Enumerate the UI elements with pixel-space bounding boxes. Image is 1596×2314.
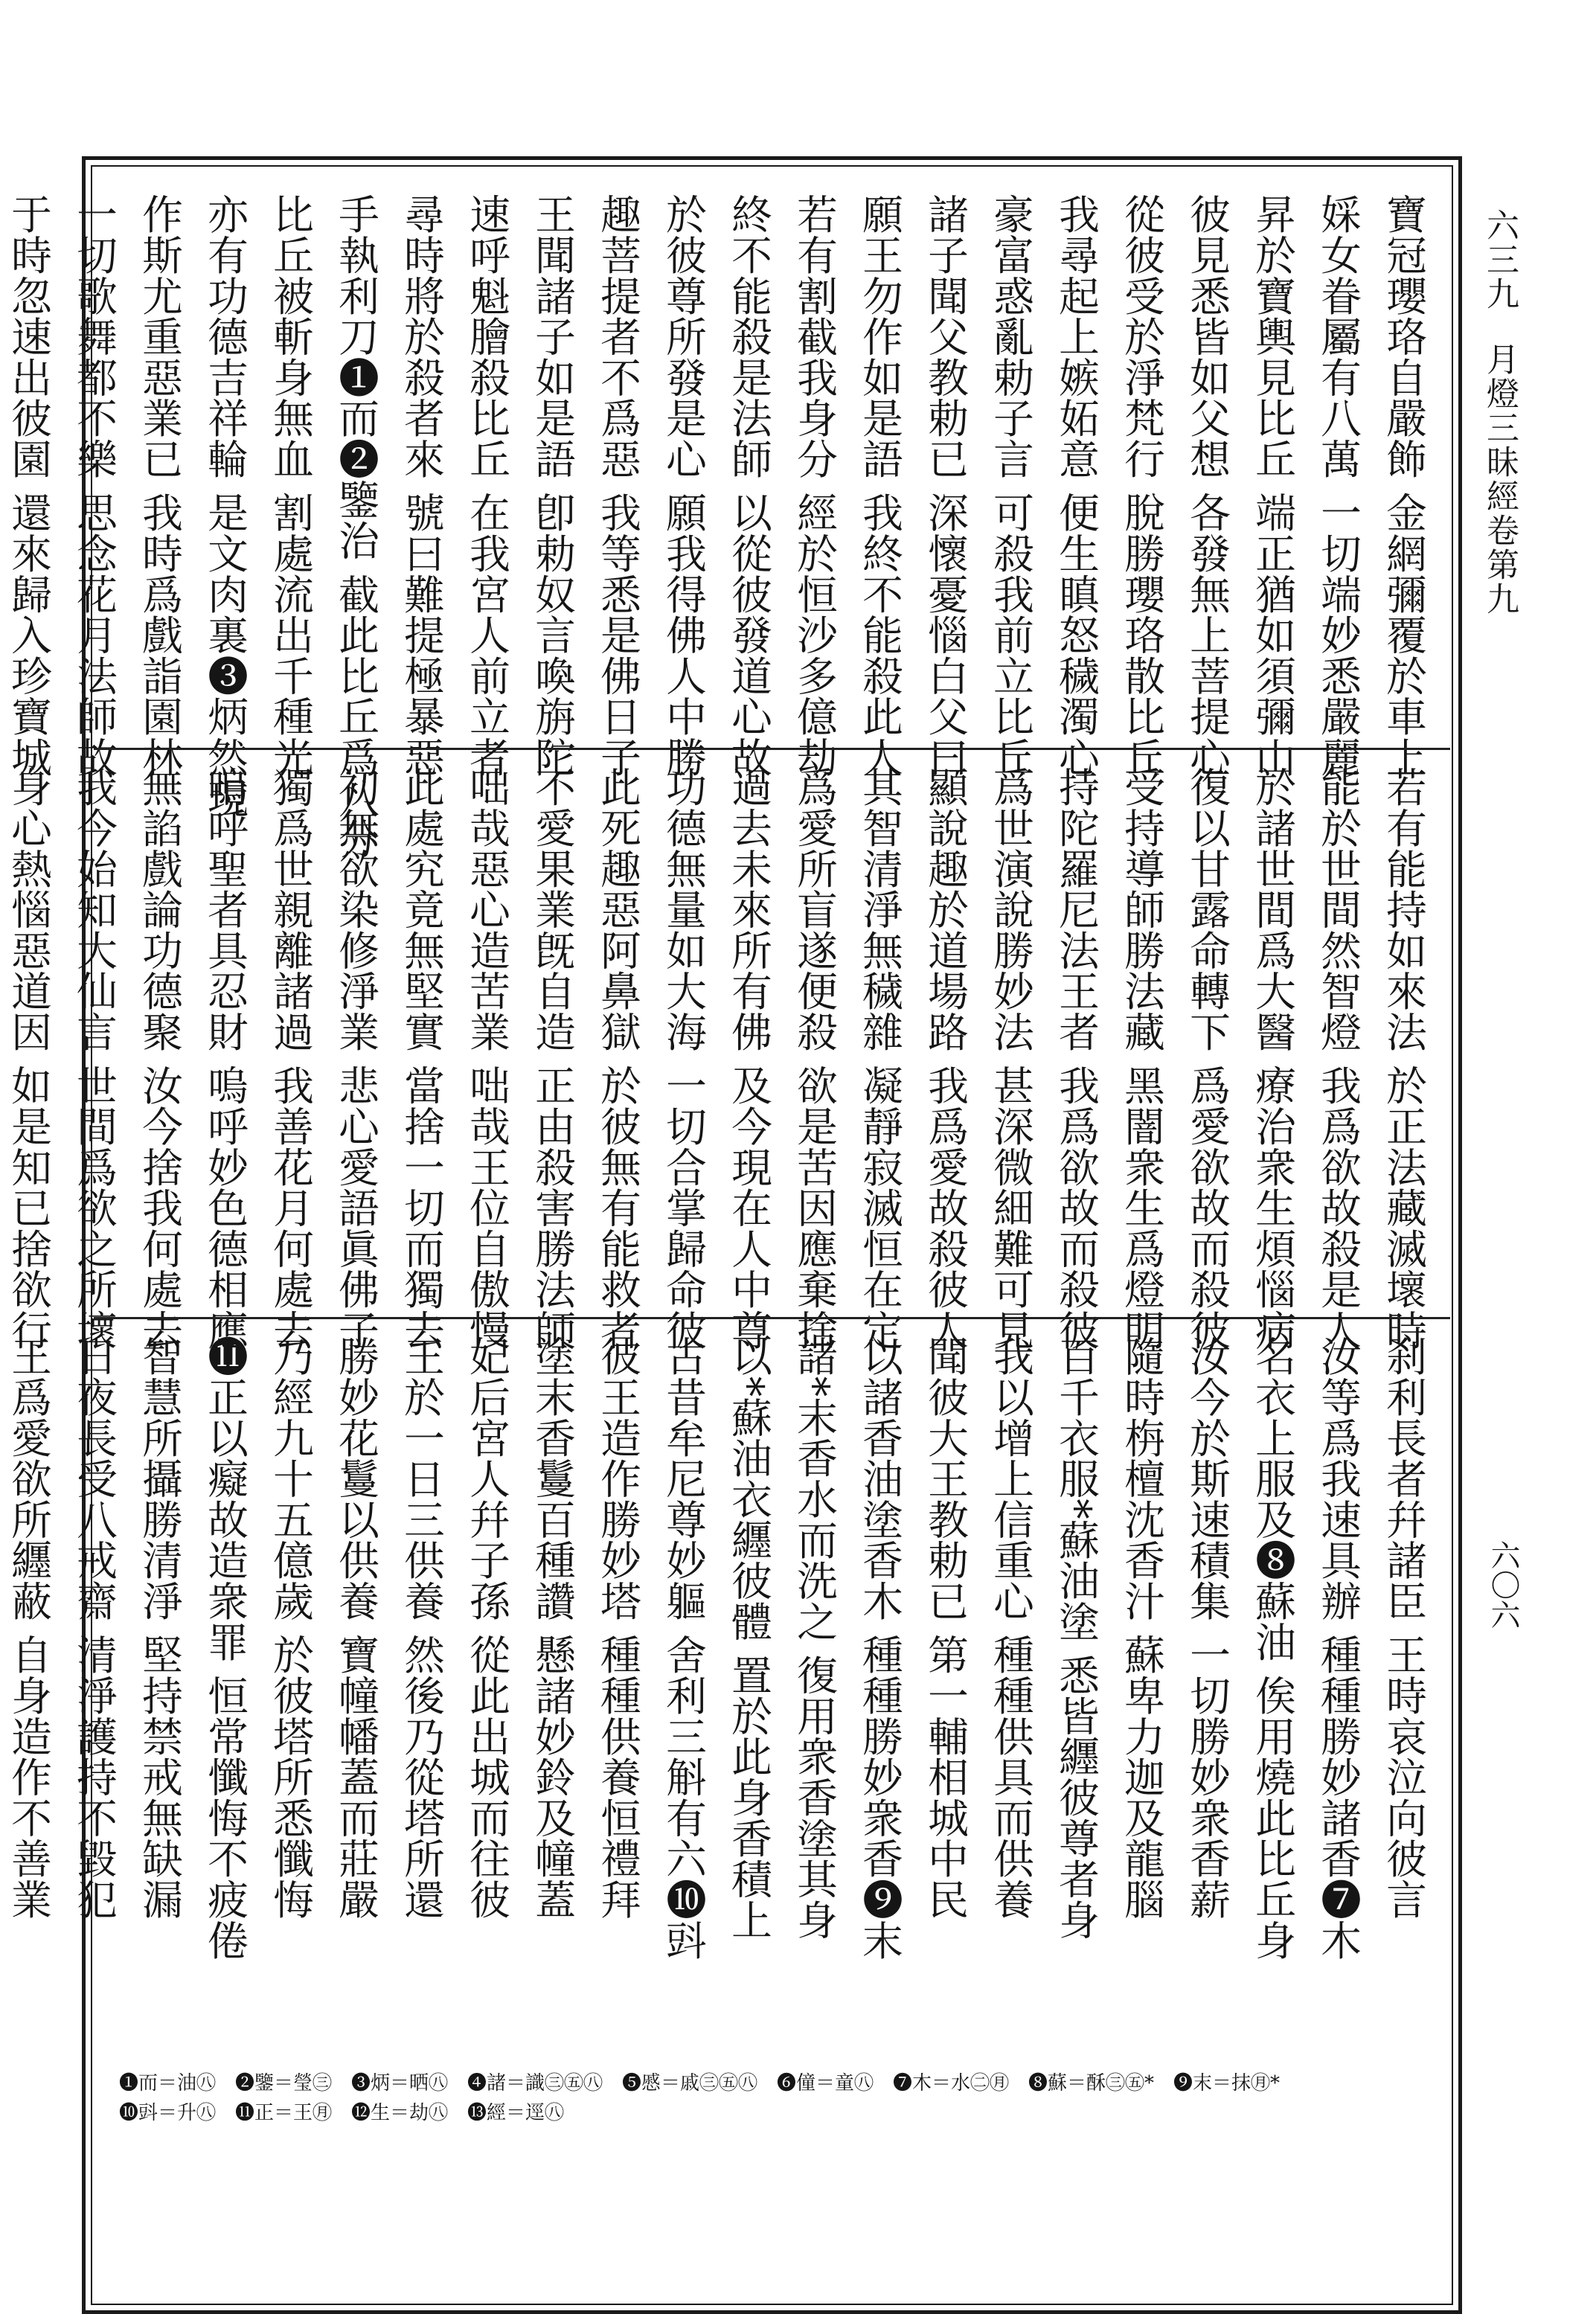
verse-section-1 (4, 193, 1436, 859)
verse-column: 妃后宮人幷子孫 從此出城而往彼 (463, 1336, 510, 1920)
textual-notes (119, 2068, 1496, 2128)
verse-column: 百千衣服*蘇油塗 悉皆纒彼尊者身 (1052, 1336, 1100, 1940)
running-header (1477, 208, 1522, 744)
verse-column: 塗末香鬘百種讚 懸諸妙鈴及幢蓋 (528, 1336, 576, 1920)
verse-column: 王爲愛欲所纒蔽 自身造作不善業 (4, 1336, 52, 1920)
verse-column: 從彼受於淨梵行 脫勝瓔珞散比丘 (1118, 193, 1165, 778)
verse-column: 汝今於斯速積集 一切勝妙衆香薪 (1183, 1336, 1231, 1920)
verse-column: 持陀羅尼法王者 我爲欲故而殺彼 (1052, 766, 1100, 1350)
verse-column: 我尋起上嫉妬意 便生瞋怒穢濁心 (1052, 193, 1100, 778)
verse-column: 初無欲染修淨業 悲心愛語眞佛子 (332, 766, 379, 1350)
verse-column: 寶冠瓔珞自嚴飾 金網彌覆於車上 (1379, 193, 1427, 778)
verse-column: 刹利長者幷諸臣 王時哀泣向彼言 (1379, 1336, 1427, 1920)
verse-column: 受持導師勝法藏 黑闇衆生爲燈明 (1118, 766, 1165, 1350)
verse-column: 不愛果業旣自造 正由殺害勝法師 (528, 766, 576, 1350)
verse-column: 手執利刀❶而❷鑒治 截此比丘爲八分 (332, 193, 379, 859)
verse-column: 於諸世間爲大醫 療治衆生煩惱病 (1249, 766, 1296, 1350)
verse-column: 若有割截我身分 經於恒沙多億劫 (790, 193, 838, 778)
verse-column: 此死趣惡阿鼻獄 於彼無有能救者 (594, 766, 641, 1350)
verse-column: 于時忽速出彼園 還來歸入珍寶城 (4, 193, 52, 778)
verse-column: 無諂戲論功德聚 汝今捨我何處去 (135, 766, 183, 1350)
verse-column: 尋時將於殺者來 號曰難提極暴惡 (397, 193, 445, 778)
verse-column: 咄哉惡心造苦業 咄哉王位自傲慢 (463, 766, 510, 1350)
verse-column: 此處究竟無堅實 當捨一切而獨去 (397, 766, 445, 1350)
verse-column: 王於一日三供養 然後乃從塔所還 (397, 1336, 445, 1920)
verse-column: 嗚呼聖者具忍財 嗚呼妙色德相應 (201, 766, 249, 1350)
verse-column: 獨爲世親離諸過 我善花月何處去 (266, 766, 314, 1350)
verse-column: 諸子聞父教勅已 深懷憂惱白父曰 (921, 193, 969, 778)
verse-column: 聞彼大王教勅已 第一輔相城中民 (921, 1336, 969, 1920)
verse-column: 速呼魁膾殺比丘 在我宮人前立者 (463, 193, 510, 778)
verse-column: 其智清淨無穢雜 凝靜寂滅恒在定 (856, 766, 903, 1350)
verse-column: 王聞諸子如是語 卽勅奴言喚旃陀 (528, 193, 576, 778)
verse-column: 能於世間然智燈 我爲欲故殺是人 (1314, 766, 1362, 1350)
verse-column: 身心熱惱惡道因 如是知已捨欲行 (4, 766, 52, 1350)
verse-column: 勝妙花鬘以供養 寶幢幡蓋而莊嚴 (332, 1336, 379, 1920)
verse-column: 爲世演說勝妙法 甚深微細難可見 (987, 766, 1034, 1350)
verse-column: 以諸香油塗香木 種種勝妙衆香❾末 (856, 1336, 903, 1961)
verse-column: 以*蘇油衣纒彼體 置於此身香積上 (725, 1336, 772, 1940)
verse-column: 一切歌舞都不樂 思念花月法師故 (70, 193, 118, 778)
verse-column: 若有能持如來法 於正法藏滅壞時 (1379, 766, 1427, 1350)
verse-column: 亦有功德吉祥輪 是文肉裏❸炳然現 (201, 193, 249, 818)
verse-column: ⓫正以癡故造衆罪 恒常懺悔不疲倦 (201, 1336, 249, 1961)
verse-column: 我今始知大仙言 世間爲欲之所壞 (70, 766, 118, 1350)
section-divider (94, 1317, 1450, 1319)
verse-column: 諸*末香水而洗之 復用衆香塗其身 (790, 1336, 838, 1940)
verse-column: 我以增上信重心 種種供具而供養 (987, 1336, 1034, 1920)
verse-column: 於彼尊所發是心 願我得佛人中勝 (659, 193, 707, 778)
verse-column: 名衣上服及❽蘇油 俟用燒此比丘身 (1249, 1336, 1296, 1961)
verse-column: 作斯尤重惡業已 我時爲戲詣園林 (135, 193, 183, 778)
verse-column: 婇女眷屬有八萬 一切端妙悉嚴麗 (1314, 193, 1362, 778)
verse-section-2 (4, 766, 1436, 1350)
verse-column: 爲愛所盲遂便殺 欲是苦因應棄捨 (790, 766, 838, 1350)
verse-column: 比丘被斬身無血 割處流出千種光 (266, 193, 314, 778)
folio-number: 六〇六 (1486, 1540, 1520, 1629)
verse-column: 終不能殺是法師 以從彼發道心故 (725, 193, 772, 778)
verse-column: 功德無量如大海 一切合掌歸命彼 (659, 766, 707, 1350)
verse-column: 彼王造作勝妙塔 種種供養恒禮拜 (594, 1336, 641, 1920)
verse-column: 日夜長受八戒齋 清淨護持不毀犯 (70, 1336, 118, 1920)
verse-column: 復以甘露命轉下 爲愛欲故而殺彼 (1183, 766, 1231, 1350)
verse-column: 願王勿作如是語 我終不能殺此人 (856, 193, 903, 778)
book-title: 月燈三昧經卷第九 (1481, 342, 1519, 616)
verse-column: 智慧所攝勝清淨 堅持禁戒無缺漏 (135, 1336, 183, 1920)
page-number: 六三九 (1481, 208, 1519, 311)
verse-column: 昇於寶輿見比丘 端正猶如須彌山 (1249, 193, 1296, 778)
verse-column: 隨時栴檀沈香汁 蘇卑力迦及龍腦 (1118, 1336, 1165, 1920)
verse-column: 過去未來所有佛 及今現在人中尊 (725, 766, 772, 1350)
verse-section-3 (4, 1336, 1436, 1961)
verse-column: 古昔牟尼尊妙軀 舍利三斛有六❿㪷 (659, 1336, 707, 1961)
verse-column: 豪富惑亂勅子言 可殺我前立比丘 (987, 193, 1034, 778)
section-divider (94, 748, 1450, 750)
verse-column: 彼見悉皆如父想 各發無上菩提心 (1183, 193, 1231, 778)
verse-column: 汝等爲我速具辦 種種勝妙諸香❼木 (1314, 1336, 1362, 1961)
footnote-line: ❶而＝油㊇ ❷鑒＝瑩㊂ ❸炳＝晒㊇ ❹諸＝識㊂㊄㊇ ❺慼＝戚㊂㊄㊇ ❻僮＝童㊇ ❼木＝水㊁㊊ ❽蘇＝酥㊂㊄* ❾末＝抹㊊* (119, 2072, 1281, 2095)
verse-column: 乃經九十五億歲 於彼塔所悉懺悔 (266, 1336, 314, 1920)
verse-column: 顯說趣於道場路 我爲愛故殺彼人 (921, 766, 969, 1350)
footnote-line: ❿㪷＝升㊇ ⓫正＝王㊊ ⓬生＝劫㊇ ⓭經＝逕㊇ (119, 2102, 565, 2124)
verse-column: 趣菩提者不爲惡 我等悉是佛日子 (594, 193, 641, 778)
